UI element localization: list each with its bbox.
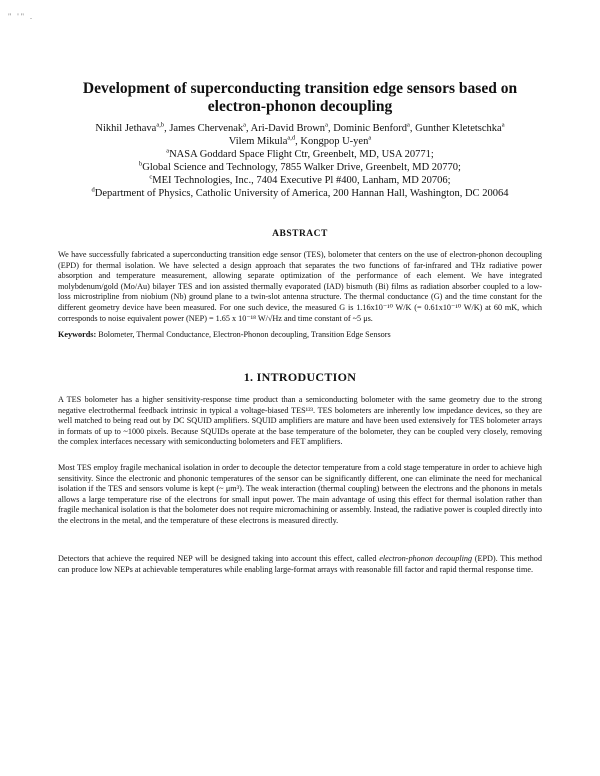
- author-name: , Gunther Kletetschka: [409, 123, 502, 134]
- keywords-label: Keywords:: [58, 330, 97, 339]
- keywords: [58, 330, 542, 341]
- title-line-2: electron-phonon decoupling: [207, 98, 393, 115]
- author-name: Vilem Mikula: [228, 136, 288, 147]
- affil-text: MEI Technologies, Inc., 7404 Executive Pl #400, Lanham, MD 20706;: [152, 175, 451, 186]
- affiliation-line: [40, 161, 560, 174]
- author-name: , Ari-David Brown: [246, 123, 326, 134]
- author-affil-sup: a,d: [287, 134, 296, 142]
- abstract-text: We have successfully fabricated a superconducting transition edge sensor (TES), bolometer that centers on the use of electron-phonon decoupling (EPD) for thermal isolation. We have selected a design approach that separates the two functions of far-infrared and THz radiative power absorption and temperature measurement, allowing separate optimization of the performance of each element. We have integrated molybdenum/gold (Mo/Au) bilayer TES and ion assisted thermally evaporated (IAD) bismuth (Bi) films as radiation absorber coupled to a low-loss microstripline from niobium (Nb) ground plane to a twin-slot antenna structure. The thermal conductance (G) and the time constant for the different geometry device have been measured. For one such device, the measured G is 1.16x10⁻¹⁰ W/K (= 0.61x10⁻¹⁰ W/K) at 60 mK, which corresponds to noise equivalent power (NEP) = 1.65 x 10⁻¹⁸ W/√Hz and time constant of ~5 μs.: [58, 250, 542, 323]
- author-affil-sup: a,b: [156, 121, 165, 129]
- affil-sup: c: [149, 173, 153, 181]
- author-name: , Kongpop U-yen: [295, 136, 369, 147]
- intro-paragraph-3: [58, 554, 542, 575]
- intro-paragraph-1: A TES bolometer has a higher sensitivity-response time product than a semiconducting bolometer with the same geometry due to the strong negative electrothermal feedback intrinsic in typical a voltage-biased TES¹²³. TES bolometers are inherently low impedance devices, so they are well matched to being read out by DC SQUID amplifiers. SQUID amplifiers are mature and have been used extensively for TES bolometer arrays in formats of up to ~1000 pixels. Because SQUIDs operate at the base temperature of the bolometer, they can be coupled very closely, removing the complex interfaces necessary with semiconducting bolometers and FET amplifiers.: [58, 395, 542, 447]
- title-line-1: Development of superconducting transition edge sensors based on: [82, 80, 518, 97]
- author-line-2: [40, 135, 560, 148]
- abstract-heading: ABSTRACT: [272, 229, 328, 239]
- affil-sup: a: [166, 147, 170, 155]
- author-affil-sup: a: [501, 121, 505, 129]
- paper-title: [60, 80, 540, 116]
- author-affil-sup: a: [243, 121, 247, 129]
- author-name: , Dominic Benford: [327, 123, 407, 134]
- author-name: Nikhil Jethava: [95, 123, 157, 134]
- para3-emphasis: electron-phonon decoupling: [379, 554, 473, 563]
- affiliation-line: [40, 148, 560, 161]
- affil-text: NASA Goddard Space Flight Ctr, Greenbelt, MD, USA 20771;: [169, 149, 434, 160]
- section-heading-introduction: 1. INTRODUCTION: [243, 370, 357, 384]
- affiliation-line: [40, 187, 560, 200]
- author-affil-sup: a: [325, 121, 328, 129]
- author-affil-sup: a: [368, 134, 372, 142]
- scan-artifact-mark: " '" .: [8, 12, 34, 21]
- para3-text: Detectors that achieve the required NEP will be designed taking into account this effect, called: [58, 554, 380, 563]
- author-line-1: [40, 122, 560, 135]
- keywords-text: Bolometer, Thermal Conductance, Electron-Phonon decoupling, Transition Edge Sensors: [98, 330, 391, 339]
- intro-paragraph-2: Most TES employ fragile mechanical isolation in order to decouple the detector temperature from a cold stage temperature in order to achieve high sensitivity. Since the electronic and phononic temperatures of the sensor can be significantly different, one can eliminate the need for mechanical isolation if the TES and sensors volume is kept (~ μm³). The weak interaction (thermal coupling) between the electrons and the phonons in metals allows a large temperature rise of the electrons for small input power. The main advantage of using this effect for thermal isolation rather than fragile mechanical isolation is that the bolometer does not require micromachining or assembly. Instead, the radiative power is coupled directly into the electrons in the metal, and the temperature of these electrons is measured directly.: [58, 463, 542, 525]
- affil-text: Department of Physics, Catholic University of America, 200 Hannan Hall, Washington, DC 20064: [94, 188, 509, 199]
- affiliation-line: [40, 174, 560, 187]
- para3-text: (EPD). This method can produce low NEPs at achievable temperatures while enabling large-format arrays with reasonable fill factor and rapid thermal response time.: [58, 554, 542, 574]
- affil-sup: b: [139, 160, 143, 168]
- affil-text: Global Science and Technology, 7855 Walker Drive, Greenbelt, MD 20770;: [142, 162, 461, 173]
- affil-sup: d: [91, 186, 95, 194]
- author-affil-sup: a: [406, 121, 410, 129]
- author-name: , James Chervenak: [164, 123, 244, 134]
- author-block: [40, 122, 560, 200]
